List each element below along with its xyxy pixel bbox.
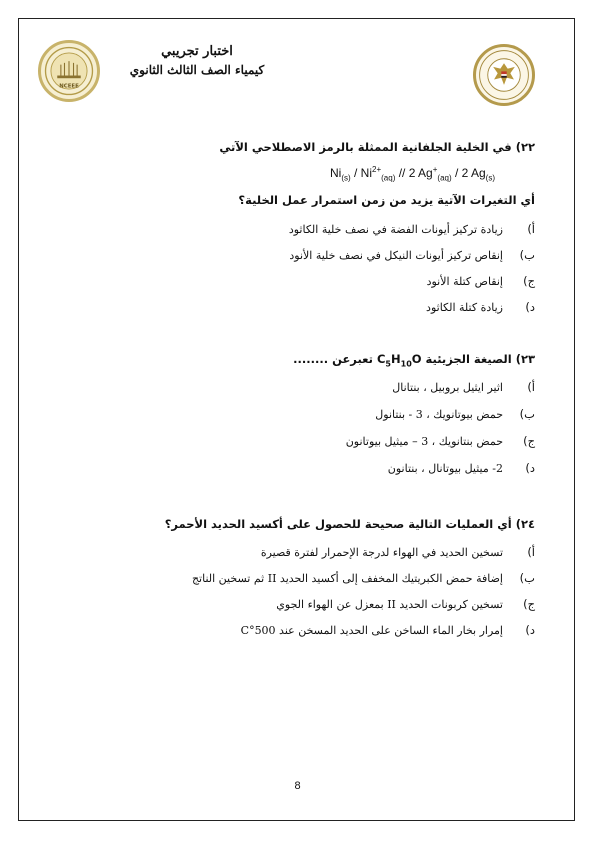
ministry-logo (473, 44, 535, 106)
exam-title: اختبار تجريبي (161, 44, 233, 59)
cell-notation-formula: $Ni_{(s)} / Ni^{2+}_{(aq)} // 2$ $Ag^+_{(aq)} / 2$ $Ag_{(s)}$ (330, 165, 495, 183)
q23-option-a[interactable]: أ) اثير ايثيل بروبيل ، بنتانال (392, 380, 535, 394)
q22-option-d[interactable]: د) زيادة كتلة الكاثود (426, 300, 535, 314)
q24-option-c[interactable]: ج) تسخين كربونات الحديد II بمعزل عن الهواء الجوي (276, 597, 535, 611)
q23-option-d[interactable]: د) 2- ميثيل بيوتانال ، بنتانون (387, 461, 535, 475)
question-23-title: ٢٣) الصيغة الجزيئية $C_5H_{10}O$ تعبرعن ........ (293, 352, 535, 369)
q22-option-a[interactable]: أ) زيادة تركيز أيونات الفضة في نصف خلية الكاثود (288, 222, 535, 236)
question-22-title: ٢٢) في الخلية الجلفانية الممثلة بالرمز الاصطلاحي الآتي (219, 140, 535, 154)
page-number: 8 (294, 780, 301, 792)
q23-option-b[interactable]: ب) حمض بيوتانويك ، 3 - بنتانول (375, 407, 535, 421)
nceee-emblem-icon (41, 43, 97, 99)
nceee-text: NCEEE (59, 83, 79, 90)
q22-option-c[interactable]: ج) إنقاص كتلة الأنود (426, 274, 535, 288)
molecular-formula: $C_5H_{10}O$ (376, 352, 422, 369)
q24-option-a[interactable]: أ) تسخين الحديد في الهواء لدرجة الإحمرار لفترة قصيرة (260, 545, 535, 559)
ministry-eagle-icon (476, 47, 532, 103)
exam-header (117, 44, 277, 77)
exam-subject: كيمياء الصف الثالث الثانوي (129, 63, 265, 77)
question-22-prompt: أي التغيرات الآتية يزيد من زمن استمرار عمل الخلية؟ (238, 193, 535, 207)
q23-option-c[interactable]: ج) حمض بنتانويك ، 3 – ميثيل بيوتانون (345, 434, 535, 448)
nceee-logo (38, 40, 100, 102)
q24-option-d[interactable]: د) إمرار بخار الماء الساخن على الحديد المسخن عند 500°C (240, 623, 535, 637)
q22-option-b[interactable]: ب) إنقاص تركيز أيونات النيكل في نصف خلية الأنود (289, 248, 535, 262)
q24-option-b[interactable]: ب) إضافة حمض الكبريتيك المخفف إلى أكسيد الحديد II ثم تسخين الناتج (191, 571, 535, 585)
question-24-title: ٢٤) أي العمليات التالية صحيحة للحصول على أكسيد الحديد الأحمر؟ (164, 517, 535, 531)
